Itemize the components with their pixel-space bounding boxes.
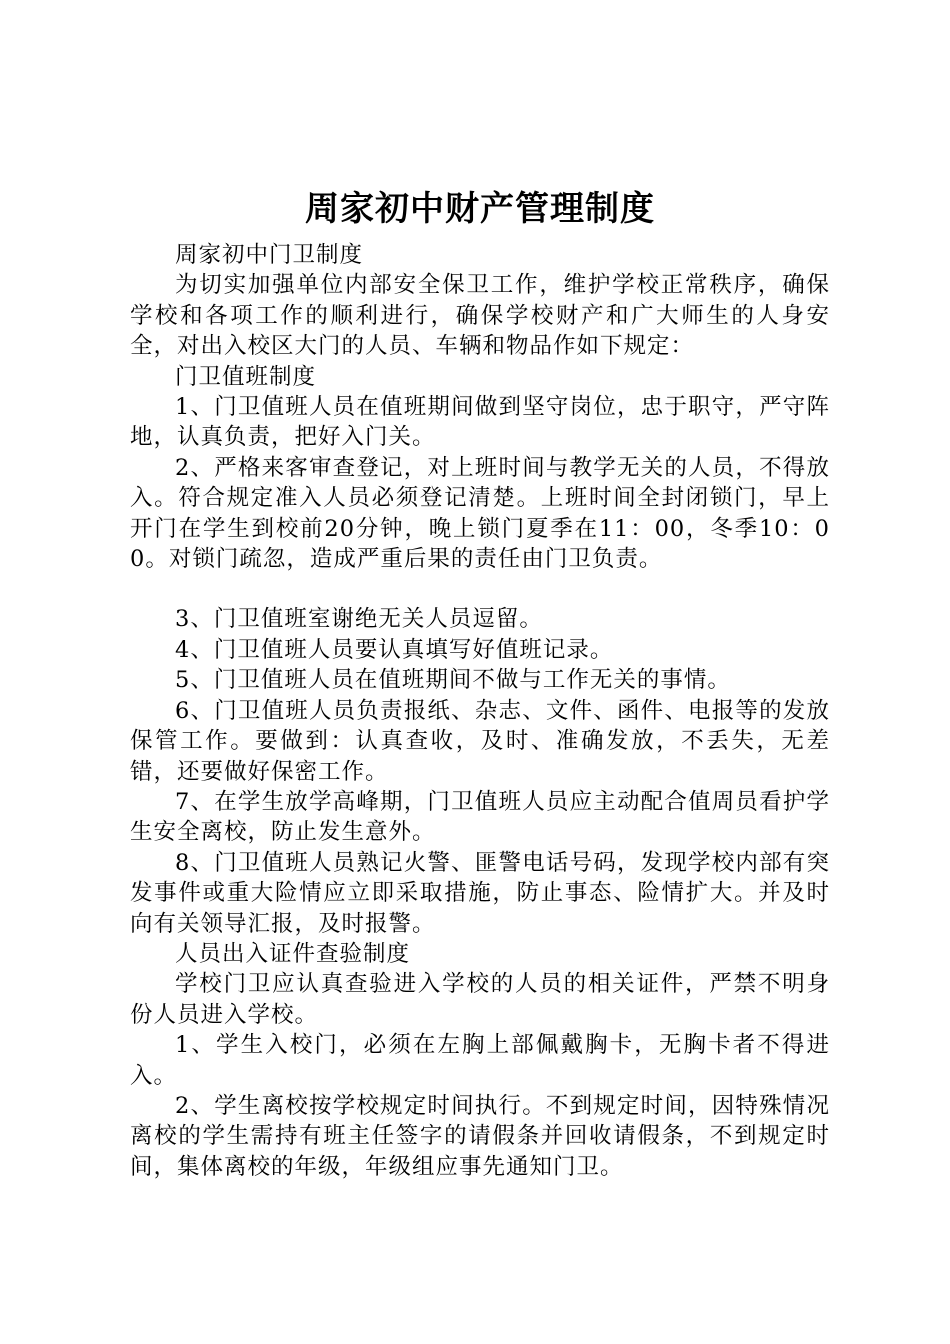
paragraph: 学校门卫应认真查验进入学校的人员的相关证件，严禁不明身份人员进入学校。 xyxy=(130,971,830,1028)
paragraph: 4、门卫值班人员要认真填写好值班记录。 xyxy=(175,636,614,663)
document-page xyxy=(130,180,830,1182)
paragraph: 2、学生离校按学校规定时间执行。不到规定时间，因特殊情况离校的学生需持有班主任签字的请假条并回收请假条，不到规定时间，集体离校的年级，年级组应事先通知门卫。 xyxy=(130,1092,830,1180)
paragraph: 为切实加强单位内部安全保卫工作，维护学校正常秩序，确保学校和各项工作的顺利进行，确保学校财产和广大师生的人身安全，对出入校区大门的人员、车辆和物品作如下规定： xyxy=(130,272,830,360)
section-heading: 人员出入证件查验制度 xyxy=(175,940,411,967)
paragraph: 5、门卫值班人员在值班期间不做与工作无关的事情。 xyxy=(175,667,731,694)
paragraph: 2、严格来客审查登记，对上班时间与教学无关的人员，不得放入。符合规定准入人员必须登记清楚。上班时间全封闭锁门，早上开门在学生到校前20分钟，晚上锁门夏季在11：00，冬季10：00。对锁门疏忽，造成严重后果的责任由门卫负责。 xyxy=(130,454,830,573)
document-title: 周家初中财产管理制度 xyxy=(305,189,655,229)
paragraph: 1、学生入校门，必须在左胸上部佩戴胸卡，无胸卡者不得进入。 xyxy=(130,1032,830,1089)
paragraph: 1、门卫值班人员在值班期间做到坚守岗位，忠于职守，严守阵地，认真负责，把好入门关。 xyxy=(130,394,830,451)
section-heading: 门卫值班制度 xyxy=(175,363,317,390)
paragraph: 7、在学生放学高峰期，门卫值班人员应主动配合值周员看护学生安全离校，防止发生意外。 xyxy=(130,788,830,846)
blank-line xyxy=(130,574,830,604)
paragraph: 8、门卫值班人员熟记火警、匪警电话号码，发现学校内部有突发事件或重大险情应立即采取措施，防止事态、险情扩大。并及时向有关领导汇报，及时报警。 xyxy=(130,849,830,937)
paragraph: 3、门卫值班室谢绝无关人员逗留。 xyxy=(175,606,543,633)
section-heading: 周家初中门卫制度 xyxy=(175,242,364,268)
paragraph: 6、门卫值班人员负责报纸、杂志、文件、函件、电报等的发放保管工作。要做到：认真查收，及时、准确发放，不丢失，无差错，还要做好保密工作。 xyxy=(130,697,830,785)
